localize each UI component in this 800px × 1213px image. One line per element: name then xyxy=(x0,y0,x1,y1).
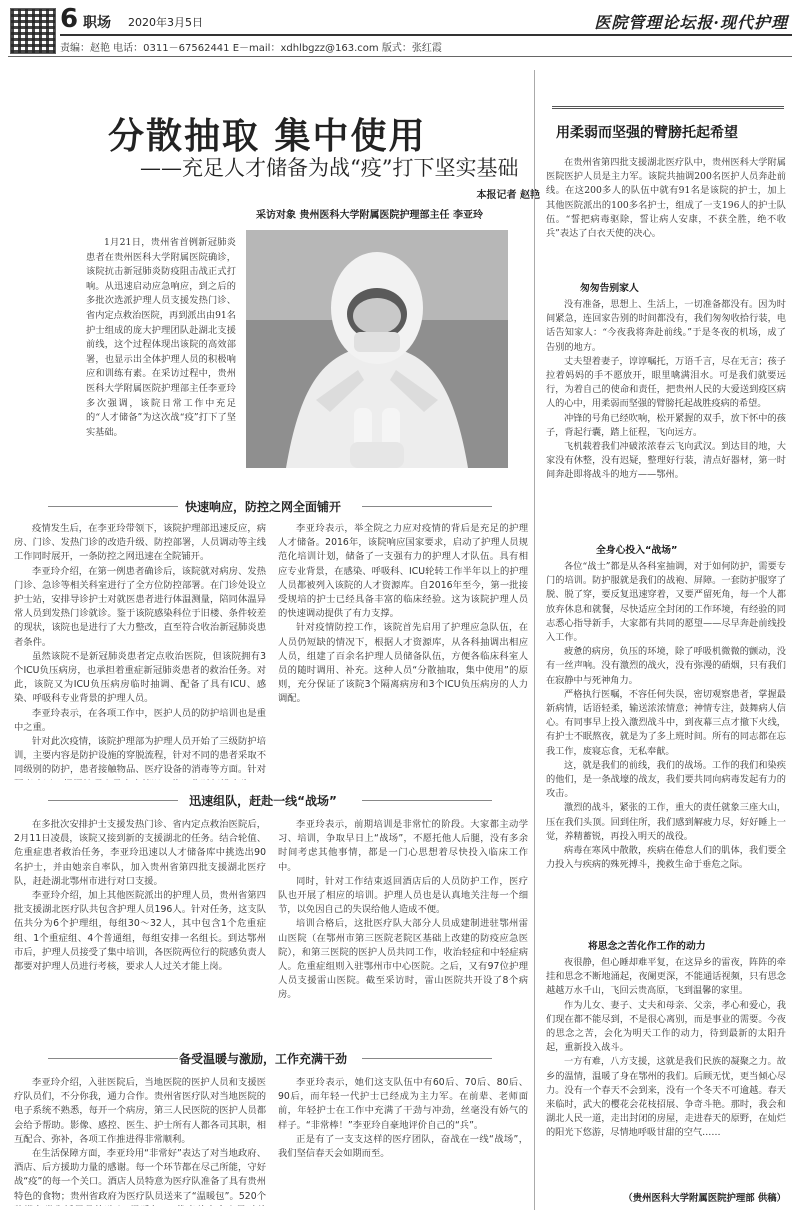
paragraph: 严格执行医嘱，不容任何失误，密切观察患者，掌握最新病情，话语轻柔，输送浓浓情意；神情专注，鼓舞病人信心。有同事早上投入激烈战斗中，到夜幕三点才撤下火线，有护士不眠熬夜，就是为了多上班时间。所有的同志都在忘我工作，废寝忘食，无私奉献。 xyxy=(546,688,786,757)
paragraph: 李亚玲表示，在各项工作中，医护人员的防护培训也是重中之重。 xyxy=(14,707,266,733)
paragraph: 激烈的战斗，紧张的工作，重大的责任就象三座大山，压在我们头顶。回到住所，我们感到解疲力尽，好好睡上一觉，养精蓄锐，再投入明天的战役。 xyxy=(546,802,786,842)
sidebar-block2 xyxy=(546,560,786,926)
editor-line: 责编：赵艳 电话：0311－67562441 E－mail：xdhlbgzz@163.com 版式：张红霞 xyxy=(60,43,442,54)
issue-date: 2020年3月5日 xyxy=(128,16,203,29)
paragraph: 一方有难，八方支援，这就是我们民族的凝聚之力。故乡的温情，温暖了身在鄂州的我们。后顾无忧，更当倾心尽力。没有一个春天不会到来，没有一个冬天不可逾越。春天来临时，武大的樱花会花枝招展、争奇斗艳。那时，我会和湖北人民一道，走出封闭的房屋，走进春天的原野，在灿烂的阳光下悠游，尽情地呼吸甘甜的空气…… xyxy=(546,1056,786,1139)
column-name: 职场 xyxy=(83,15,111,31)
paragraph: 疲惫的病房，负压的环境，除了呼吸机微微的颤动，没有一丝声响。没有激烈的战火，没有弥漫的硝烟，只有我们在寂静中与死神角力。 xyxy=(546,646,786,686)
section3-col1 xyxy=(14,1076,266,1206)
paragraph: 李亚玲介绍，入驻医院后，当地医院的医护人员和支援医疗队员们，不分你我，通力合作。贵州省医疗队对当地医院的电子系统不熟悉，每开一个病房，第三人民医院的医护人员都会给予帮助。影像、感控、医生、护士所有人都各司其职，相互配合、弥补，各项工作推进得非常顺利。 xyxy=(14,1077,266,1145)
paragraph: 在贵州省第四批支援湖北医疗队中，贵州医科大学附属医院医护人员是主力军。该院共抽调200名医护人员奔赴前线。在这200多人的队伍中就有91名是该院的护士，加上其他医院派出的100多名护士，组成了一支196人的护士队伍。“誓把病毒驱除，誓让病人安康，不获全胜，绝不收兵”表达了白衣天使的决心。 xyxy=(546,157,786,240)
sidebar-rule xyxy=(552,106,784,109)
paragraph: 夜很静，但心睡却难平复，在这异乡的雷夜，阵阵的牵挂和思念不断地涌起，夜阑更深，不能通话视频，只有思念越越万水千山，飞回云贵高原，飞到温馨的家里。 xyxy=(546,957,786,997)
section3-col2 xyxy=(278,1076,528,1206)
paragraph: 正是有了一支支这样的医疗团队，奋战在一线“战场”，我们坚信春天会如期而至。 xyxy=(278,1133,528,1160)
sidebar-intro xyxy=(546,156,786,268)
sidebar-title: 用柔弱而坚强的臂膀托起希望 xyxy=(556,125,738,141)
section-rule xyxy=(362,506,492,507)
paragraph: 作为儿女、妻子、丈夫和母亲、父亲，孝心和爱心，我们现在都不能尽到，不是很心离别，而是事业的需要。今夜的思念之苦，会化为明天工作的动力，待到最新的太阳升起，重新投入战斗。 xyxy=(546,999,786,1054)
page-header xyxy=(0,0,800,64)
article-title: 分散抽取 集中使用 xyxy=(108,115,427,157)
paragraph: 疫情发生后，在李亚玲带领下，该院护理部迅速反应，病房、门诊、发热门诊的改造升级、防控部署，人员调动等主线工作同时展开，一条防控之网迅速在全院铺开。 xyxy=(14,523,266,563)
paragraph: 各位“战士”都是从各科室抽调，对于如何防护，需要专门的培训。防护服就是我们的战袍、屏障。一套防护服穿了脱、脱了穿，要反复迅速穿着，又要严留死角，每一个人都放弃休息和就餐，尽快适应全封闭的工作环境，有经验的同志悉心指导新手，大家都有共同的愿望——尽早奔赴前线投入工作。 xyxy=(546,561,786,644)
nurse-photo xyxy=(246,230,508,468)
paragraph: 病毒在寒风中散散，疾病在倦怠人们的肌体，我们要全力投入与疾病的殊死搏斗，挽救生命于垂危之际。 xyxy=(546,845,786,871)
section1-col2 xyxy=(278,522,528,780)
paragraph: 飞机载着我们冲破浓浓春云飞向武汉。到达目的地，大家没有休整，没有迟疑，整理好行装，清点好器材，第一时间奔赴即将战斗的地方——鄂州。 xyxy=(546,441,786,481)
section-rule xyxy=(362,1058,492,1059)
protective-suit-illustration xyxy=(246,230,508,468)
sidebar-block1 xyxy=(546,298,786,530)
sidebar-credit: （贵州医科大学附属医院护理部 供稿） xyxy=(623,1193,786,1204)
paragraph: 李亚玲介绍，加上其他医院派出的护理人员，贵州省第四批支援湖北医疗队共包含护理人员196人。针对任务，这支队伍共分为6个护理组，每组30～32人，其中包含1个危重症组、1个重症组、4个普通组，每组安排一名组长。到达鄂州市后，护理人员接受了集中培训，各医院两位行的院感负责人都要对护理人员进行考核，要求人人过关才能上岗。 xyxy=(14,890,266,973)
paragraph: 虽然该院不是新冠肺炎患者定点收治医院，但该院拥有3个ICU负压病房，也承担着重症新冠肺炎患者的救治任务。对此，该院又为ICU负压病房临时抽调、配备了具有ICU、感染、呼吸科专业背景的护理人员。 xyxy=(14,650,266,705)
interviewee-line: 采访对象 贵州医科大学附属医院护理部主任 李亚玲 xyxy=(256,210,483,221)
sidebar-subheading: 将思念之苦化作工作的动力 xyxy=(588,941,706,952)
section-rule xyxy=(362,800,492,801)
paragraph: 同时，针对工作结束返回酒店后的人员防护工作，医疗队也开展了相应的培训。护理人员也是认真地关注每一个细节，以免因自己的失误给他人造成不便。 xyxy=(278,875,528,916)
paragraph: 李亚玲介绍，在第一例患者确诊后，该院就对病房、发热门诊、急诊等相关科室进行了全方位防控部署。在门诊处设立护士站，安排导诊护士对就医患者进行体温测量，陪同体温异常人员到发热门诊就诊。鉴于该院感染科位于旧楼、条件较差的现状，该院也是进行了大力整改，直至符合收治新冠肺炎患者条件。 xyxy=(14,565,266,648)
section2-col2 xyxy=(278,818,528,1036)
page-number: 6 xyxy=(60,4,79,34)
paragraph: 针对此次疫情，该院护理部为护理人员开始了三级防护培训，主要内容是防护设施的穿脱流程，针对不同的患者采取不同级别的防护，患者接触物品、医疗设备的消毒等方面。针对 xyxy=(14,736,266,776)
section1-col1 xyxy=(14,522,266,780)
qr-code-icon[interactable] xyxy=(10,8,56,54)
paragraph: 这，就是我们的前线，我们的战场。工作的我们和染疾的他们，是一条战壕的战友，我们要共同向病毒发起有力的攻击。 xyxy=(546,759,786,800)
paragraph: 李亚玲表示，前期培训是非常忙的阶段。大家都主动学习、培训，争取早日上“战场”，不愿托他人后腿，没有多余时间考虑其他事情，都是一门心思想着尽快投入临床工作中。 xyxy=(278,819,528,873)
paragraph: 李亚玲表示，举全院之力应对疫情的背后是充足的护理人才储备。2016年，该院响应国家要求，启动了护理人员规范化培训计划，储备了一支强有力的护理人才队伍。具有相应专业背景，在感染、呼吸科、ICU轮转工作半年以上的护理人员都被列入该院的人才资源库。自2016年至今，第一批接受规培的护士已经具备丰富的临床经验。这为该院护理人员的快速调动提供了有力支撑。 xyxy=(278,523,528,620)
paragraph: 李亚玲表示，她们这支队伍中有60后、70后、80后、90后，而年轻一代护士已经成为主力军。在前辈、老师面前，年轻护士在工作中充满了干劲与冲劲，丝毫没有娇气的样子。“非常棒！”李亚玲自豪地评价自己的“兵”。 xyxy=(278,1077,528,1131)
masthead: 医院管理论坛报·现代护理 xyxy=(594,13,788,32)
article-intro: 1月21日，贵州省首例新冠肺炎患者在贵州医科大学附属医院确诊，该院抗击新冠肺炎防疫阻击战正式打响。从迅速启动应急响应，到之后的多批次选派护理人员支援发热门诊、省内定点救治医院，再到派出由91名护士组成的庞大护理团队赴湖北支援前线，这个过程体现出该院的高效部署，也显示出全体护理人员的积极响应和训练有素。在采访过程中，贵州医科大学附属医院护理部主任李亚玲多次强调，该院日常工作中充足的“人才储备”为这次战“疫”打下了坚实基础。 xyxy=(86,237,236,438)
paragraph: 没有准备，思想上、生活上，一切准备都没有。因为时间紧急，连回家告别的时间都没有，我们匆匆收拾行装，电话告知家人：“今夜我将奔赴前线。”于是冬夜的机场，成了告别的地方。 xyxy=(546,299,786,353)
paragraph: 针对疫情防控工作，该院首先启用了护理应急队伍，在人员仍短缺的情况下，根据人才资源库，从各科抽调出相应人员，组建了百余名护理人员储备队伍，方便各临床科室人员的随时调用、补充。这种人员“分散抽取，集中使用”的原则，充分保证了该院3个隔离病房和3个ICU负压病房的人力调配。 xyxy=(278,622,528,705)
sidebar-subheading: 全身心投入“战场” xyxy=(596,545,678,556)
sidebar-block3 xyxy=(546,956,786,1186)
paragraph: 冲锋的号角已经吹响，松开紧握的双手，放下怀中的孩子，背起行囊，踏上征程，飞向远方。 xyxy=(546,412,786,438)
column-divider xyxy=(534,70,535,1210)
section2-col1 xyxy=(14,818,266,1036)
header-rule xyxy=(60,34,792,36)
section-heading: 快速响应，防控之网全面铺开 xyxy=(184,500,341,514)
paragraph: 在生活保障方面，李亚玲用“非常好”表达了对当地政府、酒店、后方援助力量的感谢。每一个环节都在尽己所能，守好战“疫”的每一个关口。酒店人员特意为医疗队准备了具有贵州特色的食物；贵州省政府为医疗队员送来了“温暖包”。520个 xyxy=(14,1148,266,1202)
article-subtitle: ——充足人才储备为战“疫”打下坚实基础 xyxy=(140,156,519,180)
paragraph: 丈夫望着妻子，谆谆嘱托，万语千言，尽在无言；孩子拉着妈妈的手不愿放开，眼里噙满泪水。可是我们就要远行，为着自己的使命和责任，把贵州人民的大爱送到疫区病人的心中，用柔弱而坚强的臂膀托起战胜疫病的希望。 xyxy=(546,355,786,410)
paragraph: 培训合格后，这批医疗队大部分人员成建制进驻鄂州雷山医院（在鄂州市第三医院老院区基础上改建的防疫应急医院），和第三医院的医护人员共同工作，收治轻症和中轻症病人。危重症组则入驻鄂州市中心医院。之后，又有97位护理人员支援雷山医院。截至采访时，雷山医院共开设了8个病房。 xyxy=(278,918,528,1001)
sidebar-subheading: 匆匆告别家人 xyxy=(580,283,639,294)
reporter-byline: 本报记者 赵艳 xyxy=(476,190,540,201)
section-heading: 迅速组队，赶赴一线“战场” xyxy=(189,794,337,808)
section-heading: 备受温暖与激励，工作充满干劲 xyxy=(178,1052,347,1066)
paragraph: 在多批次安排护士支援发热门诊、省内定点救治医院后，2月11日凌晨，该院又接到新的支援湖北的任务。结合轮值、危重症患者救治任务，李亚玲迅速以人才储备库中挑选出90名护士，并由她亲自率队，加入贵州省第四批支援湖北医疗队，赶赴湖北鄂州市进行对口支援。 xyxy=(14,819,266,887)
header-rule-bottom xyxy=(8,56,792,57)
